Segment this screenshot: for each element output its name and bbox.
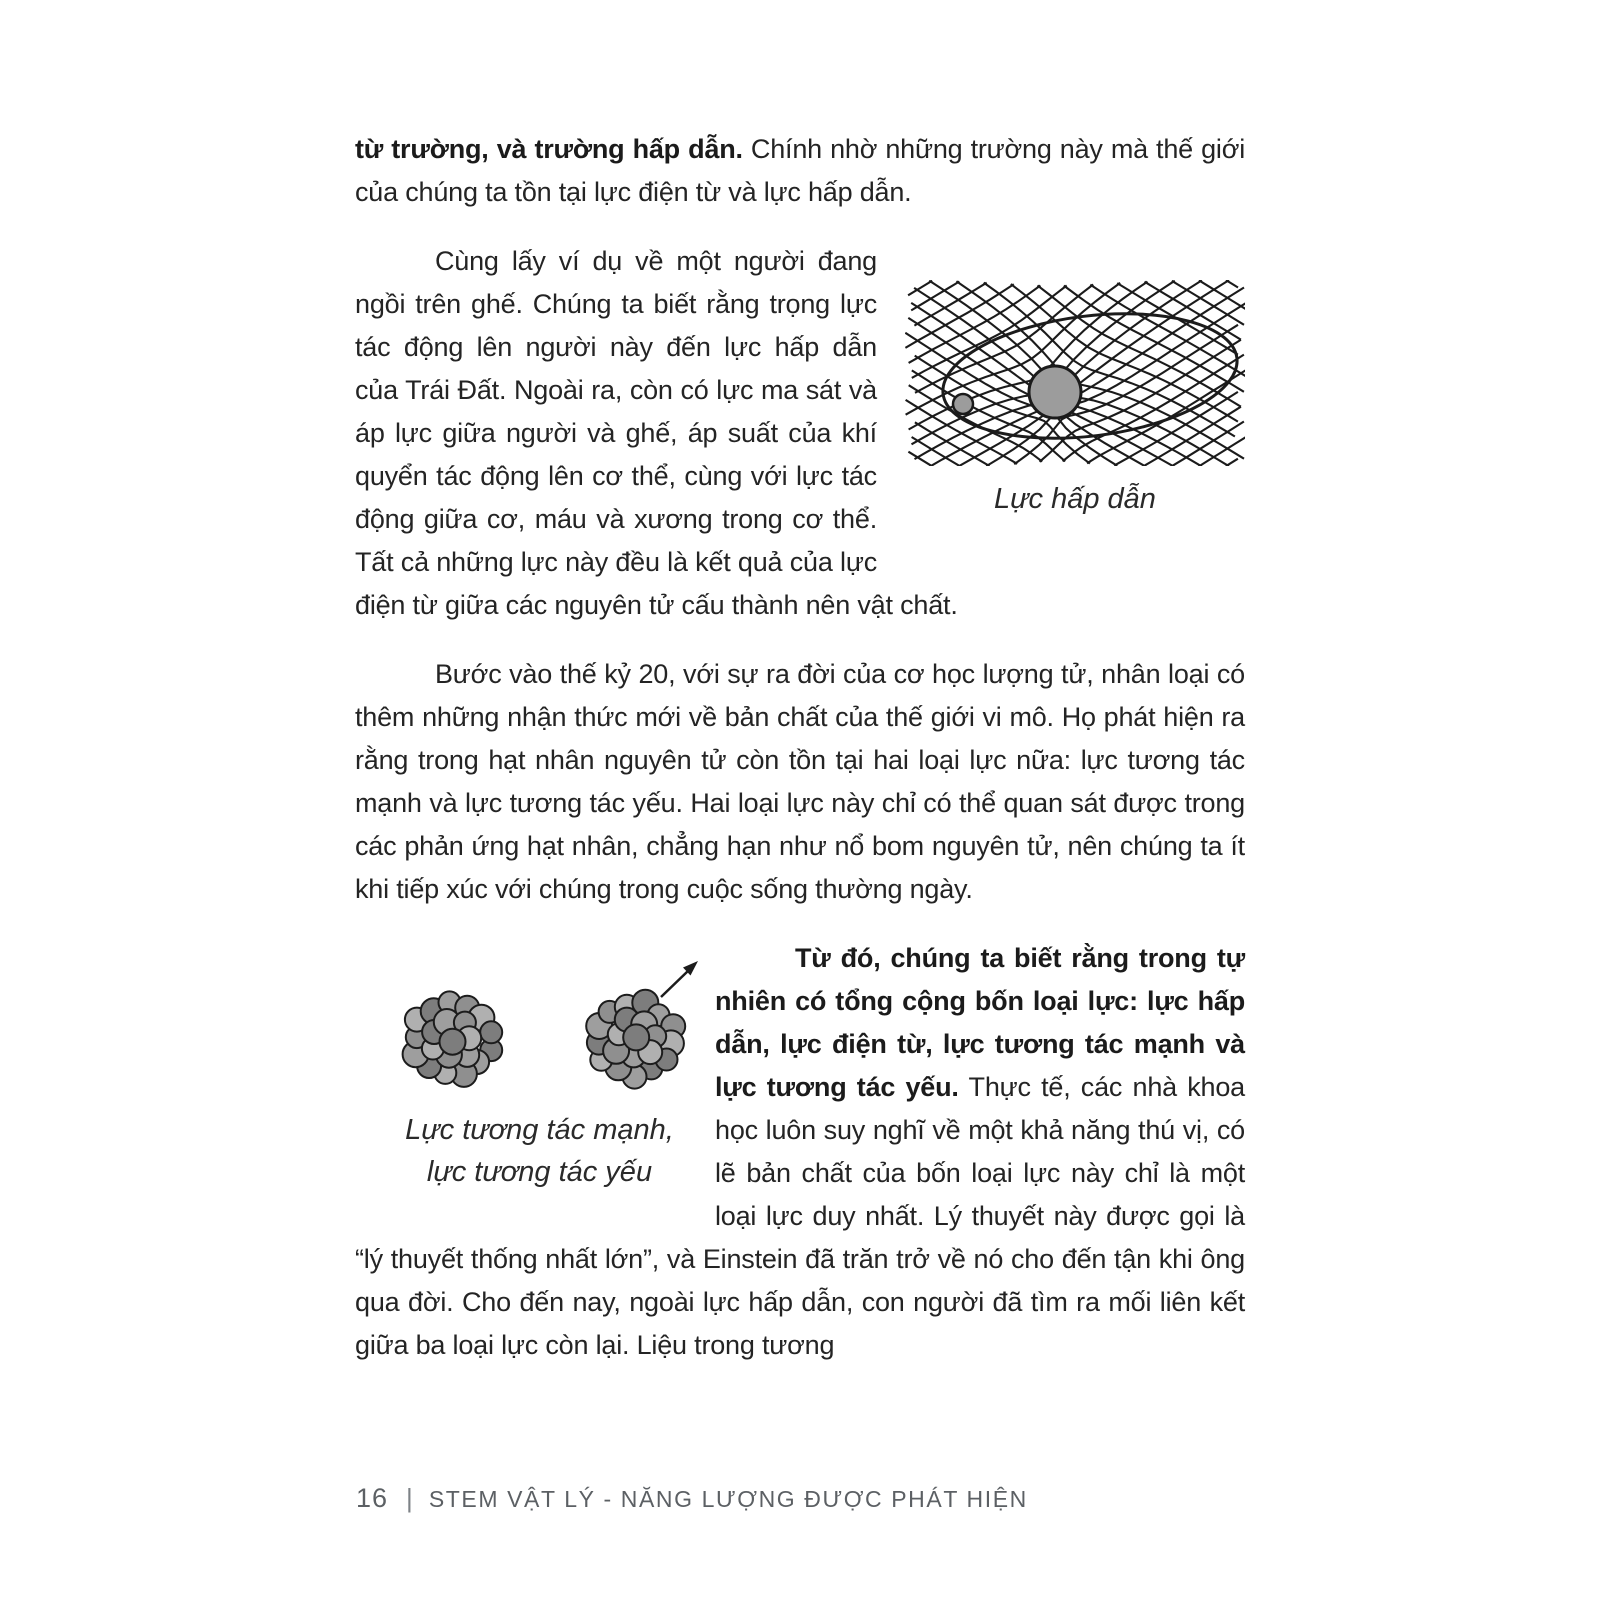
- footer-divider: |: [406, 1483, 413, 1513]
- paragraph-intro: [355, 128, 1245, 214]
- escape-arrow-icon: [661, 970, 689, 997]
- gravity-well-illustration: [905, 280, 1245, 466]
- nucleus-clusters-illustration: [367, 953, 712, 1103]
- paragraph-text: Thực tế, các nhà khoa học luôn suy nghĩ về một khả năng thú vị, có lẽ bản chất của bốn loại lực này chỉ là một loại lực duy nhất. Lý thuyết này được gọi là “lý thuyết thống nhất lớn”, và Einstein đã trăn trở về nó cho đến tận khi ông qua đời. Cho đến nay, ngoài lực hấp dẫn, con người đã tìm ra mối liên kết giữa ba loại lực còn lại. Liệu trong tương: [355, 1072, 1245, 1360]
- paragraph-quantum-century: Bước vào thế kỷ 20, với sự ra đời của cơ học lượng tử, nhân loại có thêm những nhận thức mới về bản chất của thế giới vi mô. Họ phát hiện ra rằng trong hạt nhân nguyên tử còn tồn tại hai loại lực nữa: lực tương tác mạnh và lực tương tác yếu. Hai loại lực này chỉ có thể quan sát được trong các phản ứng hạt nhân, chẳng hạn như nổ bom nguyên tử, nên chúng ta ít khi tiếp xúc với chúng trong cuộc sống thường ngày.: [355, 659, 1245, 904]
- nuclear-caption-line2: lực tương tác yếu: [426, 1156, 653, 1188]
- page-footer: [356, 1483, 1028, 1514]
- running-title: STEM VẬT LÝ - NĂNG LƯỢNG ĐƯỢC PHÁT HIỆN: [428, 1486, 1028, 1512]
- small-mass-sphere: [953, 394, 973, 414]
- paragraph-lead-bold: Từ đó, chúng ta biết rằng trong tự nhiên có tổng cộng bốn loại lực: lực hấp dẫn, lực điện từ, lực tương tác mạnh và lực tương tác yếu.: [715, 943, 1245, 1102]
- paragraph-lead-bold: từ trường, và trường hấp dẫn.: [355, 134, 743, 164]
- nuclear-forces-figure: [355, 937, 715, 1233]
- gravity-figure: [877, 240, 1245, 578]
- paragraph-text: Chính nhờ những trường này mà thế giới của chúng ta tồn tại lực điện từ và lực hấp dẫn.: [355, 134, 1246, 207]
- nuclear-figure-caption: [367, 1109, 712, 1193]
- page-body: [355, 128, 1245, 1393]
- large-mass-sphere: [1029, 366, 1081, 418]
- nuclear-caption-line1: Lực tương tác mạnh,: [405, 1114, 674, 1146]
- gravity-figure-caption: Lực hấp dẫn: [994, 483, 1156, 515]
- page-number: 16: [356, 1483, 389, 1513]
- paragraph-forces-example: Cùng lấy ví dụ về một người đang ngồi trên ghế. Chúng ta biết rằng trọng lực tác động lên người này đến lực hấp dẫn của Trái Đất. Ngoài ra, còn có lực ma sát và áp lực giữa người và ghế, áp suất của khí quyển tác động lên cơ thể, cùng với lực tác động giữa cơ, máu và xương trong cơ thể. Tất cả những lực này đều là kết quả của lực điện từ giữa các nguyên tử cấu thành nên vật chất.: [355, 246, 958, 620]
